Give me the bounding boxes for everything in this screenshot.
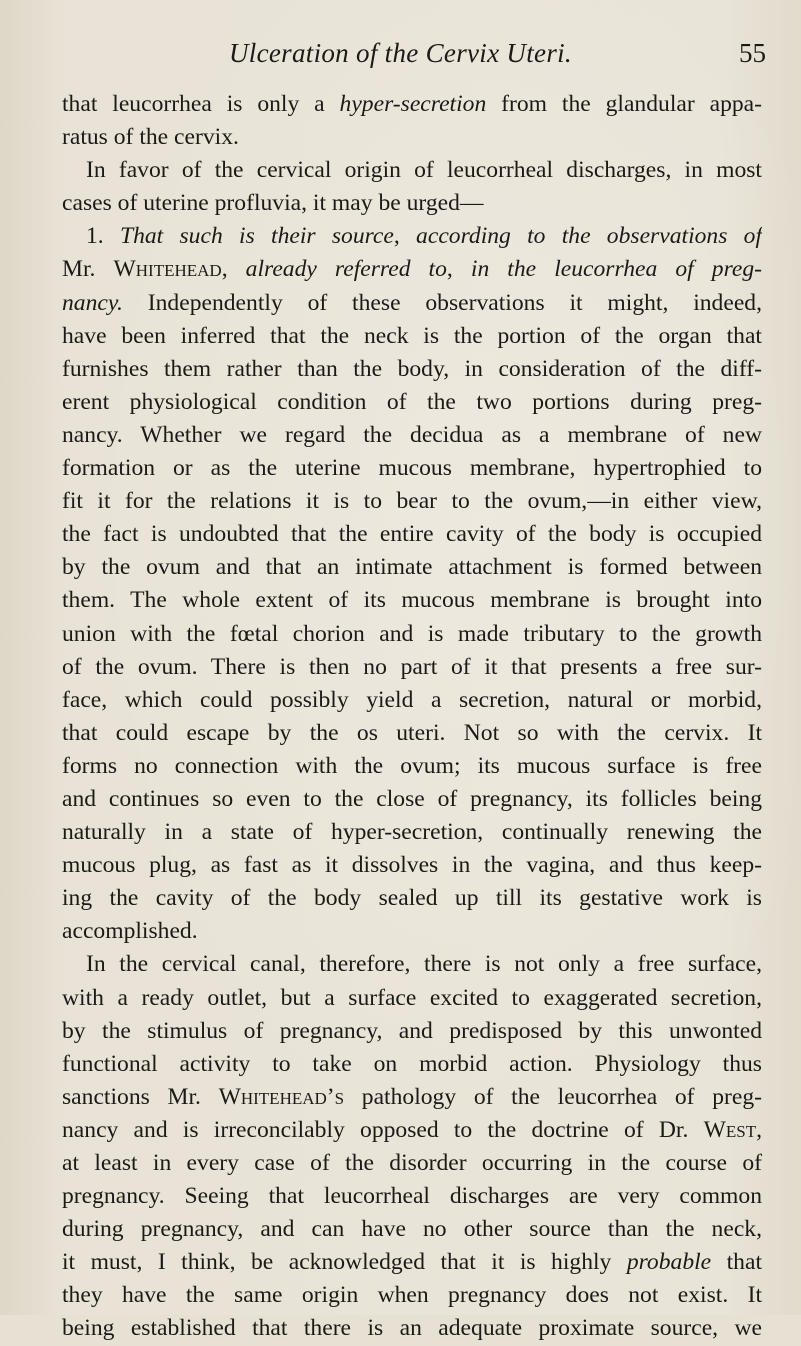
small-caps-name: West [703,1116,757,1143]
running-title: Ulceration of the Cervix Uteri. [229,38,572,68]
text-segment: it must, I think, be acknowledged that it is highly [62,1249,627,1276]
text-line [62,287,762,320]
text-line [62,717,762,750]
text-segment: pregnancy. Seeing that leucorrheal discharges are very common [62,1183,762,1210]
text-segment: functional activity to take on morbid action. Physiology thus [62,1050,762,1077]
text-segment: , [393,223,417,250]
text-segment: the fact is undoubted that the entire cavity of the body is occupied [62,521,762,548]
text-segment: 1. [86,223,120,250]
text-segment: ing the cavity of the body sealed up till its gestative work is [62,885,762,912]
italic-text: nancy. [62,289,123,316]
italic-text: probable [626,1249,712,1276]
small-caps-name: Whitehead’s [218,1083,345,1110]
text-segment: , [221,256,246,283]
text-line [62,320,762,353]
running-header [0,38,801,78]
text-segment: sanctions Mr. [62,1083,219,1110]
text-line [62,386,762,419]
text-segment: furnishes them rather than the body, in consideration of the diff- [62,355,762,382]
text-segment: Mr. [62,256,114,283]
text-segment: have been inferred that the neck is the portion of the organ that [62,322,762,349]
text-line [62,816,762,849]
text-line [62,618,762,651]
text-segment: fit it for the relations it is to bear to the ovum,—in either view, [62,488,762,515]
text-line [62,353,762,386]
text-line [62,684,762,717]
text-segment: erent physiological condition of the two portions during preg- [62,388,762,415]
text-segment: them. The whole extent of its mucous membrane is brought into [62,587,762,614]
text-line [62,1213,762,1246]
body-text [62,88,762,1346]
text-segment: being established that there is an adequate proximate source, we [62,1315,762,1342]
text-segment: and continues so even to the close of pregnancy, its follicles being [62,785,762,812]
text-segment: that [711,1249,762,1276]
text-line [62,1015,762,1048]
text-segment: that leucorrhea is only a [62,91,340,117]
text-segment: , [756,1116,762,1143]
text-line [62,750,762,783]
text-segment: by the stimulus of pregnancy, and predisposed by this unwonted [62,1017,762,1044]
text-segment: cases of uterine profluvia, it may be urged— [62,190,484,217]
text-line [62,220,762,253]
italic-text: already referred to [245,256,447,283]
italic-text: in the leucorrhea of preg- [470,256,762,283]
text-line [62,419,762,452]
text-line [62,1147,762,1180]
text-segment: of the ovum. There is then no part of it that presents a free sur- [62,653,762,680]
text-segment: formation or as the uterine mucous membrane, hypertrophied to [62,455,762,482]
text-segment: with a ready outlet, but a surface excited to exaggerated secretion, [62,984,762,1011]
text-segment: accomplished. [62,918,198,945]
text-line [62,187,762,220]
page-number: 55 [739,38,766,68]
small-caps-name: Whitehead [113,256,222,283]
text-line [62,88,762,121]
text-line [62,253,762,286]
text-segment: at least in every case of the disorder occurring in the course of [62,1150,762,1176]
text-segment: during pregnancy, and can have no other source than the neck, [62,1216,762,1243]
text-line [62,1081,762,1114]
text-line [62,948,762,981]
text-line [62,849,762,882]
text-line [62,1279,762,1312]
text-line [62,518,762,551]
text-segment: forms no connection with the ovum; its mucous surface is free [62,752,762,779]
text-line [62,1312,762,1345]
text-segment: mucous plug, as fast as it dissolves in the vagina, and thus keep- [62,852,762,879]
text-line [62,783,762,816]
text-line [62,1246,762,1279]
text-line [62,882,762,915]
text-segment: Independently of these observations it might, indeed, [122,289,762,316]
text-line [62,1048,762,1081]
text-segment: In favor of the cervical origin of leucorrheal discharges, in most [86,157,762,184]
text-line [62,452,762,485]
italic-text: according to the observations of [416,223,762,250]
text-line [62,551,762,584]
text-segment: that could escape by the os uteri. Not so with the cervix. It [62,719,762,746]
text-line [62,651,762,684]
text-segment: nancy. Whether we regard the decidua as a membrane of new [62,421,762,448]
text-line [62,915,762,948]
text-line [62,154,762,187]
text-segment: from the glandular appa- [486,91,762,117]
text-segment: face, which could possibly yield a secretion, natural or morbid, [62,686,762,713]
italic-text: hyper-secretion [339,91,487,117]
text-line [62,485,762,518]
text-segment: naturally in a state of hyper-secretion, continually renewing the [62,819,762,846]
text-line [62,1180,762,1213]
text-segment: ratus of the cervix. [62,124,239,151]
text-segment: In the cervical canal, therefore, there is not only a free surface, [86,951,762,978]
text-line [62,1114,762,1147]
text-segment: by the ovum and that an intimate attachment is formed between [62,554,762,581]
text-segment: they have the same origin when pregnancy does not exist. It [62,1282,762,1309]
italic-text: That such is their source [119,223,394,250]
text-line [62,982,762,1015]
text-segment: pathology of the leucorrhea of preg- [344,1083,762,1110]
text-segment: , [446,256,471,283]
text-line [62,121,762,154]
text-segment: nancy and is irreconcilably opposed to the doctrine of Dr. [62,1116,704,1143]
text-line [62,584,762,617]
text-segment: union with the fœtal chorion and is made tributary to the growth [62,620,762,647]
